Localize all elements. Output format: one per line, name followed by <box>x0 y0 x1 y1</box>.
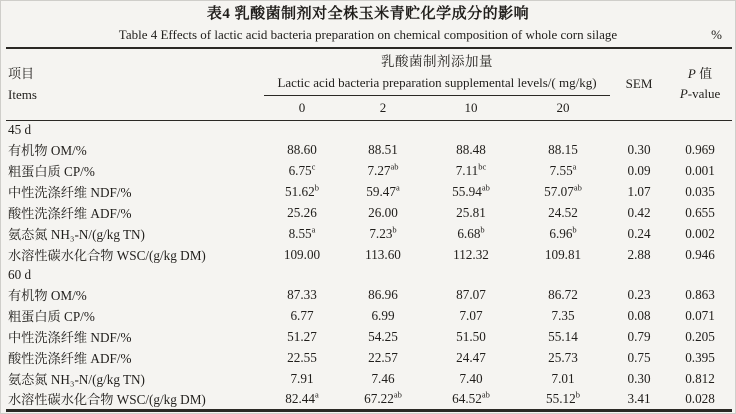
sem-cell: 0.75 <box>627 349 651 365</box>
value-cell: 7.23$^b$ <box>369 224 397 241</box>
table-title-cn: 表4 乳酸菌制剂对全株玉米青贮化学成分的影响 <box>206 6 530 22</box>
item-label: 酸性洗涤纤维 ADF/% <box>8 351 132 366</box>
value-cell: 25.26 <box>287 204 317 220</box>
value-cell: 7.55$^a$ <box>549 161 577 178</box>
value-cell: 6.99 <box>371 307 395 323</box>
significance-superscript: a <box>311 224 316 235</box>
sem-cell: 0.79 <box>627 328 651 344</box>
item-label: 中性洗涤纤维 NDF/% <box>8 330 132 345</box>
pvalue-cell: 0.035 <box>685 183 715 199</box>
sem-column-header: SEM <box>625 76 653 92</box>
unit-label: % <box>711 27 722 42</box>
section-label: 45 d <box>8 121 32 137</box>
pvalue-cell: 0.863 <box>685 286 715 302</box>
pvalue-cell: 0.969 <box>685 141 715 157</box>
value-cell: 51.27 <box>287 328 317 344</box>
value-cell: 88.48 <box>456 141 486 157</box>
item-label: 有机物 OM/% <box>8 143 87 158</box>
value-cell: 112.32 <box>453 246 489 262</box>
item-label: 有机物 OM/% <box>8 288 87 303</box>
sem-cell: 0.23 <box>627 286 651 302</box>
sem-cell: 0.24 <box>627 225 651 241</box>
section-label: 60 d <box>8 266 32 282</box>
item-label: 水溶性碳水化合物 WSC/(g/kg DM) <box>8 248 206 263</box>
items-header-en: Items <box>8 87 37 103</box>
value-cell: 64.52$^{ab}$ <box>452 389 490 406</box>
significance-superscript: ab <box>481 182 490 193</box>
value-cell: 88.60 <box>287 141 317 157</box>
value-cell: 113.60 <box>365 246 401 262</box>
value-cell: 51.50 <box>456 328 486 344</box>
table-row <box>6 202 732 223</box>
sem-cell: 0.08 <box>627 307 651 323</box>
value-cell: 54.25 <box>368 328 398 344</box>
pvalue-cell: 0.071 <box>685 307 715 323</box>
table-row <box>6 139 732 160</box>
table-title-en-row <box>6 25 730 45</box>
pvalue-cell: 0.395 <box>685 349 715 365</box>
value-cell: 86.96 <box>368 286 398 302</box>
value-cell: 87.07 <box>456 286 486 302</box>
value-cell: 26.00 <box>368 204 398 220</box>
value-cell: 55.14 <box>548 328 578 344</box>
levels-group-header-cn: 乳酸菌制剂添加量 <box>381 54 494 69</box>
value-cell: 109.81 <box>544 246 582 262</box>
item-label: 氨态氮 NH₃-N/(g/kg TN) <box>8 372 145 387</box>
pvalue-cell: 0.655 <box>685 204 715 220</box>
value-cell: 7.27$^{ab}$ <box>367 161 399 178</box>
table-row <box>6 160 732 181</box>
pvalue-cell: 0.001 <box>685 162 715 178</box>
significance-superscript: bc <box>478 161 487 172</box>
pvalue-cell: 0.946 <box>685 246 715 262</box>
sem-cell: 0.30 <box>627 141 651 157</box>
significance-superscript: ab <box>573 182 582 193</box>
sem-cell: 2.88 <box>627 246 651 262</box>
value-cell: 88.15 <box>548 141 578 157</box>
value-cell: 25.81 <box>456 204 486 220</box>
table-row <box>6 368 732 389</box>
value-cell: 87.33 <box>287 286 317 302</box>
value-cell: 88.51 <box>368 141 398 157</box>
value-cell: 7.01 <box>551 370 575 386</box>
table-row <box>6 389 732 410</box>
value-cell: 6.68$^b$ <box>457 224 485 241</box>
value-cell: 6.96$^b$ <box>549 224 577 241</box>
level-column-header-10: 10 <box>464 99 478 115</box>
table-row <box>6 284 732 305</box>
value-cell: 109.00 <box>283 246 321 262</box>
item-label: 粗蛋白质 CP/% <box>8 164 95 179</box>
table-title-en: Table 4 Effects of lactic acid bacteria preparation on chemical composition of whole corn silage <box>118 27 618 42</box>
value-cell: 7.11$^{bc}$ <box>455 161 487 178</box>
table-row <box>6 305 732 326</box>
value-cell: 51.62$^b$ <box>285 182 319 199</box>
significance-superscript: ab <box>393 389 402 400</box>
value-cell: 55.94$^{ab}$ <box>452 182 490 199</box>
sem-cell: 0.42 <box>627 204 651 220</box>
section-row <box>6 120 732 139</box>
value-cell: 67.22$^{ab}$ <box>364 389 402 406</box>
significance-superscript: ab <box>390 161 399 172</box>
pvalue-cell: 0.002 <box>685 225 715 241</box>
table-row <box>6 244 732 265</box>
items-column-header <box>6 48 264 120</box>
item-label: 酸性洗涤纤维 ADF/% <box>8 206 132 221</box>
value-cell: 6.75$^c$ <box>288 161 316 178</box>
item-label: 粗蛋白质 CP/% <box>8 309 95 324</box>
levels-group-header <box>264 48 610 96</box>
level-column-header-2: 2 <box>379 99 387 115</box>
value-cell: 6.77 <box>290 307 314 323</box>
items-header-cn: 项目 <box>8 66 35 82</box>
value-cell: 57.07$^{ab}$ <box>544 182 582 199</box>
value-cell: 22.57 <box>368 349 398 365</box>
significance-superscript: a <box>395 182 400 193</box>
value-cell: 24.52 <box>548 204 578 220</box>
significance-superscript: a <box>314 389 319 400</box>
value-cell: 25.73 <box>548 349 578 365</box>
item-label: 水溶性碳水化合物 WSC/(g/kg DM) <box>8 392 206 408</box>
significance-superscript: b <box>575 389 580 400</box>
pvalue-header-en: P-value <box>679 86 721 102</box>
pvalue-column-header <box>668 48 732 120</box>
data-table <box>6 47 732 412</box>
table-row <box>6 181 732 202</box>
pvalue-cell: 0.028 <box>685 390 715 406</box>
table-body <box>6 120 732 410</box>
value-cell: 59.47$^a$ <box>366 182 400 199</box>
value-cell: 86.72 <box>548 286 578 302</box>
item-label: 中性洗涤纤维 NDF/% <box>8 185 132 200</box>
value-cell: 55.12$^b$ <box>546 389 580 406</box>
value-cell: 82.44$^a$ <box>285 389 319 406</box>
value-cell: 7.91 <box>290 370 314 386</box>
table-row <box>6 223 732 244</box>
sem-cell: 0.09 <box>627 162 651 178</box>
significance-superscript: b <box>572 224 577 235</box>
levels-group-header-en: Lactic acid bacteria preparation supplemental levels/( mg/kg) <box>264 72 610 96</box>
sem-cell: 3.41 <box>627 390 651 406</box>
pvalue-cell: 0.812 <box>685 370 715 386</box>
significance-superscript: b <box>392 224 397 235</box>
value-cell: 7.07 <box>459 307 483 323</box>
value-cell: 8.55$^a$ <box>288 224 316 241</box>
level-column-header-20: 20 <box>556 99 570 115</box>
significance-superscript: c <box>311 161 316 172</box>
table-row <box>6 326 732 347</box>
significance-superscript: ab <box>481 389 490 400</box>
significance-superscript: a <box>572 161 577 172</box>
pvalue-cell: 0.205 <box>685 328 715 344</box>
pvalue-header-cn: P 值 <box>687 66 713 82</box>
item-label: 氨态氮 NH₃-N/(g/kg TN) <box>8 227 145 242</box>
table-header <box>6 48 732 120</box>
section-row <box>6 265 732 284</box>
level-column-header-0: 0 <box>298 99 306 115</box>
value-cell: 7.40 <box>459 370 483 386</box>
significance-superscript: b <box>314 182 319 193</box>
sem-cell: 1.07 <box>627 183 651 199</box>
value-cell: 22.55 <box>287 349 317 365</box>
value-cell: 7.35 <box>551 307 575 323</box>
value-cell: 7.46 <box>371 370 395 386</box>
sem-cell: 0.30 <box>627 370 651 386</box>
value-cell: 24.47 <box>456 349 486 365</box>
significance-superscript: b <box>480 224 485 235</box>
table-row <box>6 347 732 368</box>
